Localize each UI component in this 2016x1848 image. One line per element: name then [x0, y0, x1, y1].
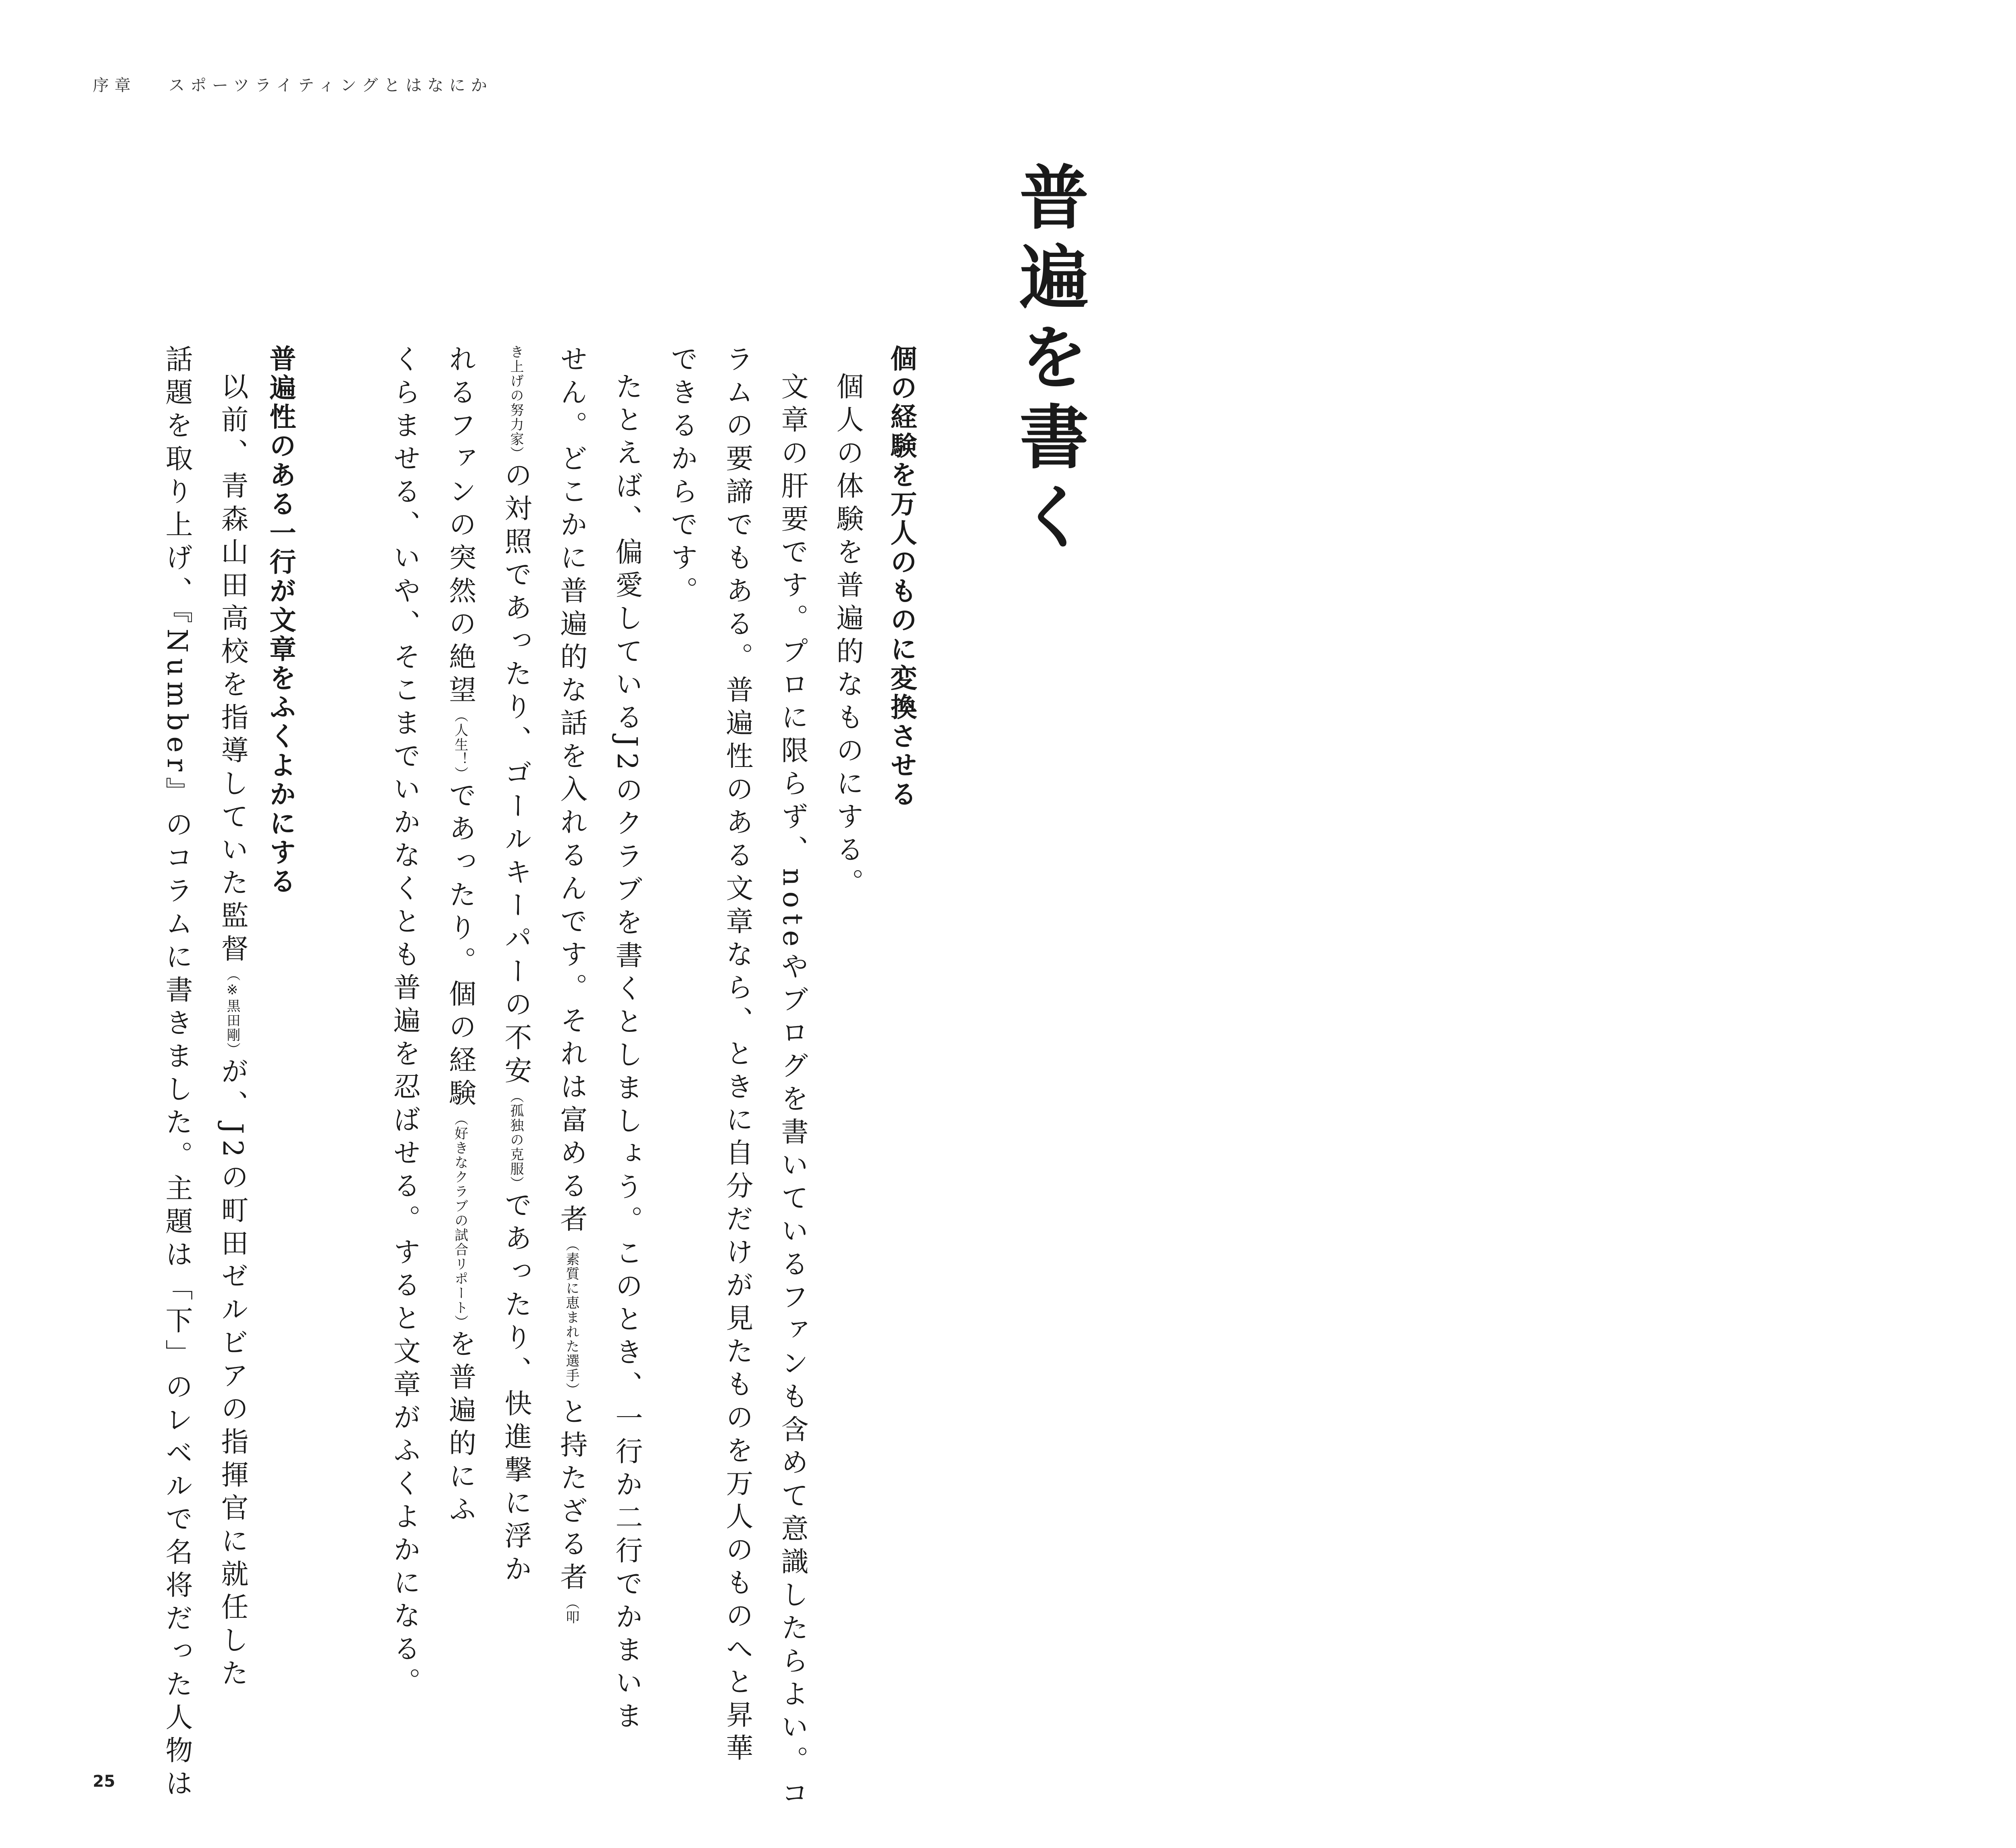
body-line: [544, 345, 599, 1744]
section-title: 普遍を書く: [1008, 161, 1089, 560]
body-line: 話題を取り上げ、『Number』のコラムに書きました。主題は「下」のレベルで名将だった人物は: [161, 345, 193, 1802]
body-line: [488, 345, 544, 1744]
annotation-note: （※黒田剛）: [224, 967, 240, 1057]
body-text: の対照であったり、ゴールキーパーの不安: [500, 461, 532, 1089]
page-number-left: 25: [93, 1772, 115, 1791]
subheading-1: 個の経験を万人のものに変換させる: [886, 345, 917, 809]
body-text: であったり。個の経験: [444, 781, 476, 1112]
body-line: [432, 345, 488, 1744]
body-line: たとえば、偏愛しているJ2のクラブを書くとしましょう。このとき、一行か二行でかまいま: [611, 372, 643, 1735]
running-head-chapter: 序章: [93, 76, 136, 95]
body-text: と持たざる者: [556, 1397, 587, 1596]
body-line: 個人の体験を普遍的なものにする。: [832, 372, 864, 901]
body-line: できるからです。: [666, 345, 698, 609]
running-head-title: スポーツライティングとはなにか: [169, 76, 493, 95]
body-text: せん。どこかに普遍的な話を入れるんです。それは富める者: [556, 345, 587, 1238]
annotation-note: （好きなクラブの試合リポート）: [452, 1112, 468, 1329]
body-text: が、J2の町田ゼルビアの指揮官に就任した: [217, 1057, 248, 1692]
running-head: [93, 73, 493, 96]
section-2-body: [149, 345, 260, 1802]
body-text: を普遍的にふ: [444, 1329, 476, 1528]
body-line: ラムの要諦でもある。普遍性のある文章なら、ときに自分だけが見たものを万人のものへと昇華: [721, 345, 753, 1767]
body-text: れるファンの突然の絶望: [444, 345, 476, 708]
body-line: 文章の肝要です。プロに限らず、noteやブログを書いているファンも含めて意識したらよい。コ: [777, 372, 808, 1812]
annotation-note: （人生！）: [452, 708, 468, 781]
subheading-2: 普遍性のある一行が文章をふくよかにする: [265, 345, 296, 896]
annotation-note: （孤独の克服）: [508, 1089, 524, 1191]
annotation-note: （素質に恵まれた選手）: [563, 1238, 579, 1397]
section-1-body: [377, 345, 875, 1812]
body-line: くらませる、いや、そこまでいかなくとも普遍を忍ばせる。すると文章がふくよかになる。: [389, 345, 421, 1700]
annotation-note: （叩: [563, 1596, 579, 1625]
annotation-note: き上げの努力家）: [508, 345, 524, 461]
body-text: 以前、青森山田高校を指導していた監督: [217, 372, 248, 967]
body-text: であったり、快進撃に浮か: [500, 1191, 532, 1588]
body-line: [204, 345, 260, 1744]
